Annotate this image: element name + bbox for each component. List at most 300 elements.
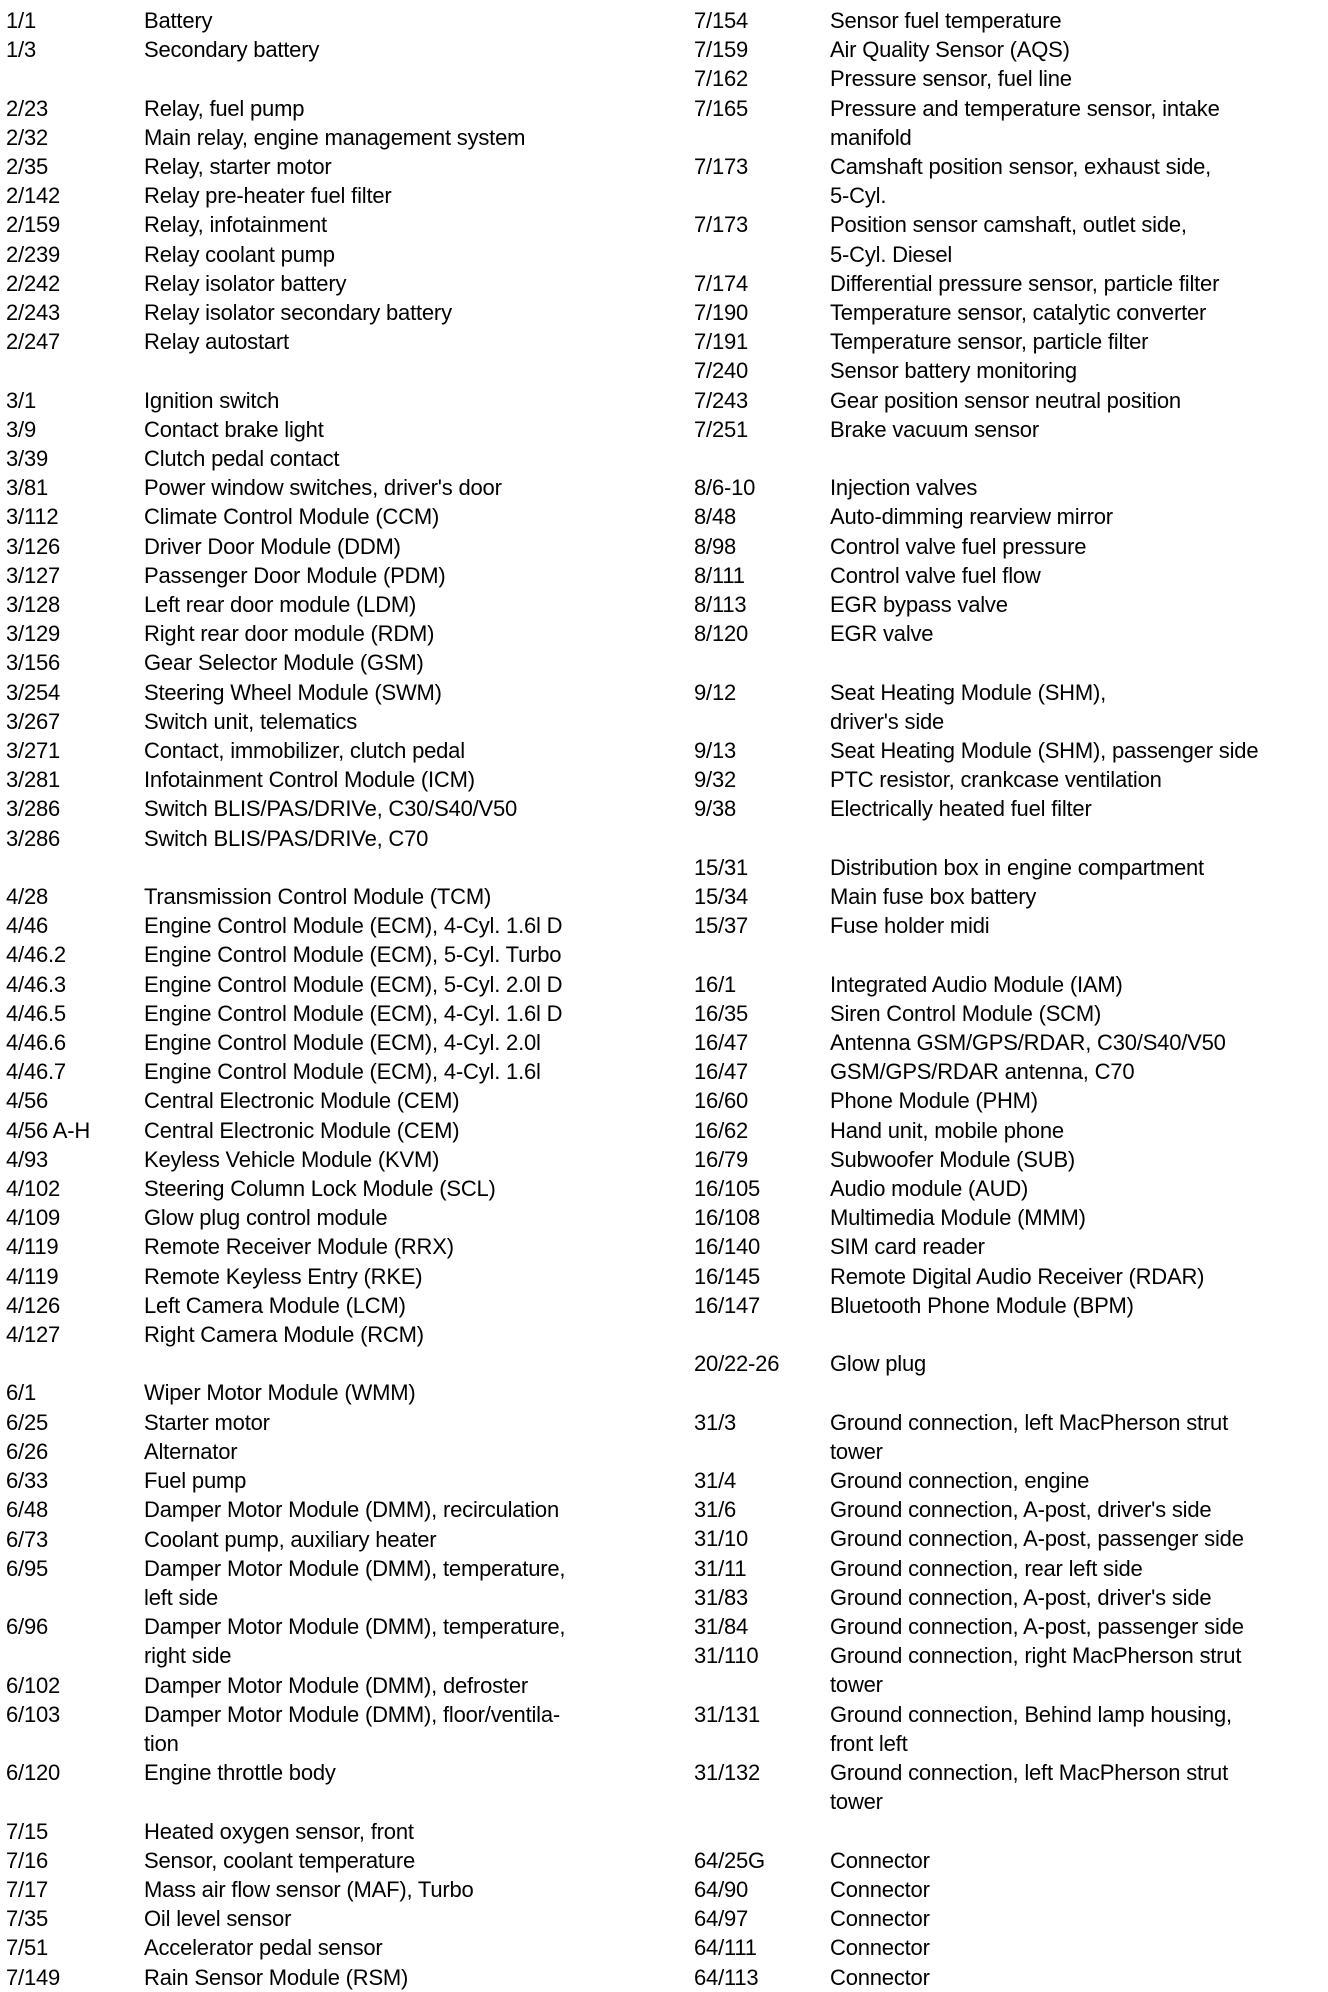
component-description xyxy=(144,1028,614,1057)
description-line: Steering Wheel Module (SWM) xyxy=(144,679,442,705)
legend-entry xyxy=(6,1466,666,1495)
description-line: Relay isolator battery xyxy=(144,270,347,296)
component-description xyxy=(144,999,614,1028)
component-code: 16/47 xyxy=(694,1059,749,1085)
description-line: Clutch pedal contact xyxy=(144,446,340,472)
description-line: Switch BLIS/PAS/DRIVe, C70 xyxy=(144,825,429,851)
description-line: Seat Heating Module (SHM), passenger side xyxy=(830,738,1259,764)
legend-entry xyxy=(694,1612,1324,1641)
component-description xyxy=(830,1349,1324,1378)
component-description xyxy=(144,1057,614,1086)
legend-entry xyxy=(6,1963,666,1992)
description-line: Ground connection, A-post, driver's side xyxy=(830,1497,1212,1523)
component-description xyxy=(144,1700,614,1758)
component-code: 3/281 xyxy=(6,767,61,793)
description-line: Climate Control Module (CCM) xyxy=(144,504,440,530)
component-code: 7/17 xyxy=(6,1876,49,1902)
legend-entry xyxy=(6,298,666,327)
legend-entry xyxy=(694,1933,1324,1962)
description-line: tower xyxy=(830,1789,883,1815)
description-line: tower xyxy=(830,1672,883,1698)
component-code: 16/79 xyxy=(694,1146,749,1172)
component-code: 7/191 xyxy=(694,329,749,355)
component-code: 64/97 xyxy=(694,1906,749,1932)
legend-entry xyxy=(694,590,1324,619)
component-code: 8/98 xyxy=(694,533,737,559)
legend-entry xyxy=(6,1086,666,1115)
component-description xyxy=(144,1320,614,1349)
description-line: Coolant pump, auxiliary heater xyxy=(144,1526,437,1552)
component-code: 4/46.2 xyxy=(6,942,66,968)
description-line: Engine Control Module (ECM), 5-Cyl. 2.0l D xyxy=(144,971,563,997)
legend-entry xyxy=(6,1378,666,1407)
component-code: 4/102 xyxy=(6,1176,61,1202)
legend-entry xyxy=(694,1174,1324,1203)
legend-entry xyxy=(694,269,1324,298)
component-code: 6/73 xyxy=(6,1526,49,1552)
legend-entry xyxy=(6,1145,666,1174)
section-gap xyxy=(694,824,1324,853)
component-code: 1/3 xyxy=(6,37,36,63)
description-line: Connector xyxy=(830,1964,930,1990)
description-line: SIM card reader xyxy=(830,1234,985,1260)
section-gap xyxy=(6,356,666,385)
component-description xyxy=(144,940,614,969)
description-line: PTC resistor, crankcase ventilation xyxy=(830,767,1162,793)
description-line: left side xyxy=(144,1584,219,1610)
component-code: 7/243 xyxy=(694,387,749,413)
component-code: 16/140 xyxy=(694,1234,761,1260)
component-description xyxy=(830,386,1324,415)
component-description xyxy=(144,1437,614,1466)
component-description xyxy=(144,1116,614,1145)
component-code: 2/32 xyxy=(6,124,49,150)
legend-entry xyxy=(694,210,1324,268)
legend-entry xyxy=(6,6,666,35)
legend-entry xyxy=(6,590,666,619)
component-description xyxy=(144,473,614,502)
legend-entry xyxy=(6,240,666,269)
component-code: 8/120 xyxy=(694,621,749,647)
component-code: 8/6-10 xyxy=(694,475,756,501)
component-code: 2/247 xyxy=(6,329,61,355)
component-code: 31/132 xyxy=(694,1760,761,1786)
legend-entry xyxy=(6,1933,666,1962)
component-code: 16/145 xyxy=(694,1263,761,1289)
component-code: 3/286 xyxy=(6,796,61,822)
legend-entry xyxy=(6,911,666,940)
component-code: 3/128 xyxy=(6,592,61,618)
legend-column-right xyxy=(694,6,1324,1992)
component-code: 3/271 xyxy=(6,738,61,764)
description-line: Distribution box in engine compartment xyxy=(830,854,1204,880)
component-code: 1/1 xyxy=(6,8,36,33)
section-gap xyxy=(6,64,666,93)
legend-entry xyxy=(694,1408,1324,1466)
description-line: Switch BLIS/PAS/DRIVe, C30/S40/V50 xyxy=(144,796,518,822)
description-line: Engine Control Module (ECM), 4-Cyl. 1.6l xyxy=(144,1059,541,1085)
component-code: 3/9 xyxy=(6,416,36,442)
description-line: Infotainment Control Module (ICM) xyxy=(144,767,475,793)
component-code: 6/102 xyxy=(6,1672,61,1698)
description-line: Gear Selector Module (GSM) xyxy=(144,650,424,676)
component-description xyxy=(144,824,614,853)
component-description xyxy=(144,1408,614,1437)
description-line: Main fuse box battery xyxy=(830,884,1037,910)
description-line: Relay coolant pump xyxy=(144,241,335,267)
legend-entry xyxy=(694,794,1324,823)
component-description xyxy=(830,1174,1324,1203)
description-line: Glow plug control module xyxy=(144,1205,388,1231)
description-line: Heated oxygen sensor, front xyxy=(144,1818,414,1844)
legend-entry xyxy=(694,1057,1324,1086)
component-code: 7/35 xyxy=(6,1906,49,1932)
section-gap xyxy=(694,940,1324,969)
description-line: Temperature sensor, catalytic converter xyxy=(830,300,1207,326)
legend-entry xyxy=(694,561,1324,590)
component-code: 7/159 xyxy=(694,37,749,63)
component-code: 6/96 xyxy=(6,1614,49,1640)
component-code: 16/35 xyxy=(694,1000,749,1026)
description-line: Contact brake light xyxy=(144,416,324,442)
description-line: Steering Column Lock Module (SCL) xyxy=(144,1176,496,1202)
legend-entry xyxy=(694,1875,1324,1904)
component-description xyxy=(144,736,614,765)
description-line: Connector xyxy=(830,1935,930,1961)
description-line: Multimedia Module (MMM) xyxy=(830,1205,1086,1231)
legend-entry xyxy=(6,1758,666,1787)
section-gap xyxy=(694,648,1324,677)
description-line: Ground connection, left MacPherson strut xyxy=(830,1760,1228,1786)
legend-entry xyxy=(6,1291,666,1320)
legend-entry xyxy=(694,1641,1324,1699)
component-code: 4/46.5 xyxy=(6,1000,66,1026)
component-code: 9/38 xyxy=(694,796,737,822)
component-code: 9/32 xyxy=(694,767,737,793)
component-code: 4/109 xyxy=(6,1205,61,1231)
component-description xyxy=(144,678,614,707)
component-code: 64/25G xyxy=(694,1847,765,1873)
description-line: Phone Module (PHM) xyxy=(830,1088,1038,1114)
legend-entry xyxy=(6,970,666,999)
component-description xyxy=(144,1554,614,1612)
component-description xyxy=(144,882,614,911)
description-line: Sensor fuel temperature xyxy=(830,8,1062,33)
legend-entry xyxy=(694,1495,1324,1524)
component-code: 2/35 xyxy=(6,154,49,179)
component-description xyxy=(830,794,1324,823)
component-description xyxy=(144,532,614,561)
description-line: Oil level sensor xyxy=(144,1906,292,1932)
component-description xyxy=(144,1174,614,1203)
component-description xyxy=(830,94,1324,152)
section-gap xyxy=(694,1378,1324,1407)
component-code: 2/239 xyxy=(6,241,61,267)
component-description xyxy=(144,444,614,473)
description-line: Damper Motor Module (DMM), defroster xyxy=(144,1672,529,1698)
description-line: Ground connection, right MacPherson strut xyxy=(830,1643,1242,1669)
legend-entry xyxy=(694,1262,1324,1291)
component-description xyxy=(144,1612,614,1670)
description-line: Ground connection, left MacPherson strut xyxy=(830,1409,1228,1435)
legend-entry xyxy=(694,1349,1324,1378)
description-line: Temperature sensor, particle filter xyxy=(830,329,1149,355)
component-description xyxy=(144,1291,614,1320)
component-code: 3/126 xyxy=(6,533,61,559)
component-code: 16/108 xyxy=(694,1205,761,1231)
description-line: Passenger Door Module (PDM) xyxy=(144,562,446,588)
component-description xyxy=(830,970,1324,999)
component-code: 31/11 xyxy=(694,1555,747,1581)
legend-entry xyxy=(6,1028,666,1057)
legend-entry xyxy=(6,210,666,239)
component-description xyxy=(144,1145,614,1174)
legend-entry xyxy=(694,619,1324,648)
description-line: Position sensor camshaft, outlet side, xyxy=(830,212,1187,238)
legend-entry xyxy=(6,1846,666,1875)
description-line: Contact, immobilizer, clutch pedal xyxy=(144,738,465,764)
component-code: 6/25 xyxy=(6,1409,49,1435)
component-code: 4/119 xyxy=(6,1234,59,1260)
component-code: 7/51 xyxy=(6,1935,49,1961)
component-code: 9/13 xyxy=(694,738,737,764)
component-description xyxy=(144,970,614,999)
component-code: 4/126 xyxy=(6,1292,61,1318)
component-description xyxy=(830,152,1324,210)
component-code: 31/84 xyxy=(694,1614,749,1640)
description-line: Driver Door Module (DDM) xyxy=(144,533,401,559)
legend-entry xyxy=(6,1700,666,1758)
legend-entry xyxy=(694,1466,1324,1495)
component-description xyxy=(144,123,614,152)
legend-entry xyxy=(694,1963,1324,1992)
legend-entry xyxy=(6,502,666,531)
description-line: Wiper Motor Module (WMM) xyxy=(144,1380,416,1406)
legend-entry xyxy=(6,1232,666,1261)
legend-entry xyxy=(694,1700,1324,1758)
component-description xyxy=(830,911,1324,940)
component-code: 15/34 xyxy=(694,884,749,910)
description-line: Engine throttle body xyxy=(144,1760,336,1786)
component-description xyxy=(144,1232,614,1261)
component-code: 7/190 xyxy=(694,300,749,326)
component-description xyxy=(144,1875,614,1904)
description-line: Fuel pump xyxy=(144,1468,247,1494)
description-line: Battery xyxy=(144,8,213,33)
component-description xyxy=(144,648,614,677)
component-code: 4/46.3 xyxy=(6,971,66,997)
component-description xyxy=(830,1963,1324,1992)
component-description xyxy=(830,210,1324,268)
legend-entry xyxy=(6,1525,666,1554)
description-line: Auto-dimming rearview mirror xyxy=(830,504,1113,530)
description-line: Remote Keyless Entry (RKE) xyxy=(144,1263,423,1289)
legend-entry xyxy=(694,35,1324,64)
component-code: 8/48 xyxy=(694,504,737,530)
legend-entry xyxy=(694,386,1324,415)
component-description xyxy=(144,794,614,823)
description-line: tower xyxy=(830,1438,883,1464)
description-line: Remote Receiver Module (RRX) xyxy=(144,1234,454,1260)
legend-entry xyxy=(6,619,666,648)
component-code: 6/120 xyxy=(6,1760,61,1786)
description-line: Mass air flow sensor (MAF), Turbo xyxy=(144,1876,474,1902)
component-code: 3/129 xyxy=(6,621,61,647)
component-description xyxy=(830,356,1324,385)
legend-entry xyxy=(6,1262,666,1291)
description-line: Ground connection, A-post, passenger side xyxy=(830,1526,1244,1552)
legend-entry xyxy=(6,1437,666,1466)
component-description xyxy=(830,1203,1324,1232)
description-line: 5-Cyl. Diesel xyxy=(830,241,953,267)
legend-entry xyxy=(6,765,666,794)
legend-entry xyxy=(694,502,1324,531)
component-description xyxy=(830,473,1324,502)
legend-entry xyxy=(6,648,666,677)
legend-entry xyxy=(694,1086,1324,1115)
component-code: 16/47 xyxy=(694,1030,749,1056)
component-description xyxy=(830,6,1324,35)
component-code: 31/83 xyxy=(694,1584,749,1610)
description-line: Integrated Audio Module (IAM) xyxy=(830,971,1123,997)
component-description xyxy=(830,532,1324,561)
component-description xyxy=(830,561,1324,590)
component-code: 8/111 xyxy=(694,562,745,588)
component-code: 4/46.7 xyxy=(6,1059,66,1085)
description-line: Connector xyxy=(830,1906,930,1932)
description-line: Engine Control Module (ECM), 4-Cyl. 2.0l xyxy=(144,1030,541,1056)
component-code: 4/56 A-H xyxy=(6,1117,91,1143)
component-description xyxy=(144,1086,614,1115)
component-description xyxy=(144,1846,614,1875)
component-code: 31/3 xyxy=(694,1409,737,1435)
description-line: Damper Motor Module (DMM), temperature, xyxy=(144,1555,566,1581)
component-code: 3/267 xyxy=(6,708,61,734)
component-description xyxy=(830,1057,1324,1086)
component-code: 7/251 xyxy=(694,416,749,442)
description-line: Pressure sensor, fuel line xyxy=(830,66,1072,92)
description-line: Main relay, engine management system xyxy=(144,124,526,150)
legend-entry xyxy=(6,1116,666,1145)
legend-entry xyxy=(6,181,666,210)
component-description xyxy=(830,619,1324,648)
description-line: Central Electronic Module (CEM) xyxy=(144,1117,460,1143)
legend-entry xyxy=(694,970,1324,999)
description-line: Switch unit, telematics xyxy=(144,708,358,734)
section-gap xyxy=(6,1787,666,1816)
component-code: 7/173 xyxy=(694,154,749,180)
legend-entry xyxy=(6,1554,666,1612)
component-description xyxy=(144,152,614,181)
description-line: Gear position sensor neutral position xyxy=(830,387,1181,413)
component-code: 4/46.6 xyxy=(6,1030,66,1056)
description-line: Air Quality Sensor (AQS) xyxy=(830,37,1070,63)
legend-entry xyxy=(6,94,666,123)
component-description xyxy=(144,1466,614,1495)
component-code: 3/112 xyxy=(6,504,59,530)
description-line: EGR bypass valve xyxy=(830,592,1008,618)
legend-entry xyxy=(6,882,666,911)
component-description xyxy=(830,35,1324,64)
component-code: 3/156 xyxy=(6,650,61,676)
legend-entry xyxy=(694,473,1324,502)
component-description xyxy=(830,882,1324,911)
description-line: Power window switches, driver's door xyxy=(144,475,502,501)
description-line: Relay, starter motor xyxy=(144,154,332,179)
legend-entry xyxy=(6,561,666,590)
component-description xyxy=(830,1291,1324,1320)
component-description xyxy=(830,298,1324,327)
component-description xyxy=(830,1554,1324,1583)
component-description xyxy=(830,1583,1324,1612)
legend-entry xyxy=(694,64,1324,93)
legend-entry xyxy=(6,327,666,356)
description-line: Accelerator pedal sensor xyxy=(144,1935,383,1961)
description-line: right side xyxy=(144,1643,232,1669)
description-line: tion xyxy=(144,1730,179,1756)
component-description xyxy=(144,386,614,415)
component-description xyxy=(144,210,614,239)
component-code: 2/243 xyxy=(6,300,61,326)
description-line: Control valve fuel pressure xyxy=(830,533,1087,559)
description-line: Keyless Vehicle Module (KVM) xyxy=(144,1146,440,1172)
description-line: Right Camera Module (RCM) xyxy=(144,1322,424,1348)
description-line: Relay autostart xyxy=(144,329,289,355)
legend-column-left xyxy=(6,6,666,1992)
component-description xyxy=(144,35,614,64)
component-description xyxy=(830,590,1324,619)
description-line: Central Electronic Module (CEM) xyxy=(144,1088,460,1114)
section-gap xyxy=(6,853,666,882)
component-code: 3/127 xyxy=(6,562,61,588)
legend-entry xyxy=(694,94,1324,152)
component-description xyxy=(830,1612,1324,1641)
legend-entry xyxy=(6,269,666,298)
component-description xyxy=(830,1700,1324,1758)
description-line: Left rear door module (LDM) xyxy=(144,592,417,618)
legend-entry xyxy=(6,1904,666,1933)
component-description xyxy=(830,1641,1324,1699)
component-description xyxy=(144,765,614,794)
description-line: Fuse holder midi xyxy=(830,913,990,939)
legend-entry xyxy=(6,532,666,561)
description-line: 5-Cyl. xyxy=(830,183,887,209)
description-line: Electrically heated fuel filter xyxy=(830,796,1092,822)
component-code: 3/1 xyxy=(6,387,36,413)
legend-entry xyxy=(6,1203,666,1232)
description-line: Injection valves xyxy=(830,475,978,501)
legend-entry xyxy=(694,356,1324,385)
component-description xyxy=(144,1495,614,1524)
component-code: 7/162 xyxy=(694,66,749,92)
component-description xyxy=(144,1904,614,1933)
component-description xyxy=(144,911,614,940)
legend-entry xyxy=(694,678,1324,736)
component-code: 6/103 xyxy=(6,1701,61,1727)
component-code: 6/26 xyxy=(6,1438,49,1464)
legend-entry xyxy=(6,1408,666,1437)
description-line: Antenna GSM/GPS/RDAR, C30/S40/V50 xyxy=(830,1030,1226,1056)
component-description xyxy=(830,1933,1324,1962)
component-code: 16/60 xyxy=(694,1088,749,1114)
description-line: Damper Motor Module (DMM), temperature, xyxy=(144,1614,566,1640)
legend-entry xyxy=(694,1583,1324,1612)
component-code: 6/95 xyxy=(6,1555,49,1581)
description-line: Sensor, coolant temperature xyxy=(144,1847,415,1873)
component-code: 3/254 xyxy=(6,679,61,705)
description-line: Camshaft position sensor, exhaust side, xyxy=(830,154,1212,180)
legend-entry xyxy=(694,415,1324,444)
